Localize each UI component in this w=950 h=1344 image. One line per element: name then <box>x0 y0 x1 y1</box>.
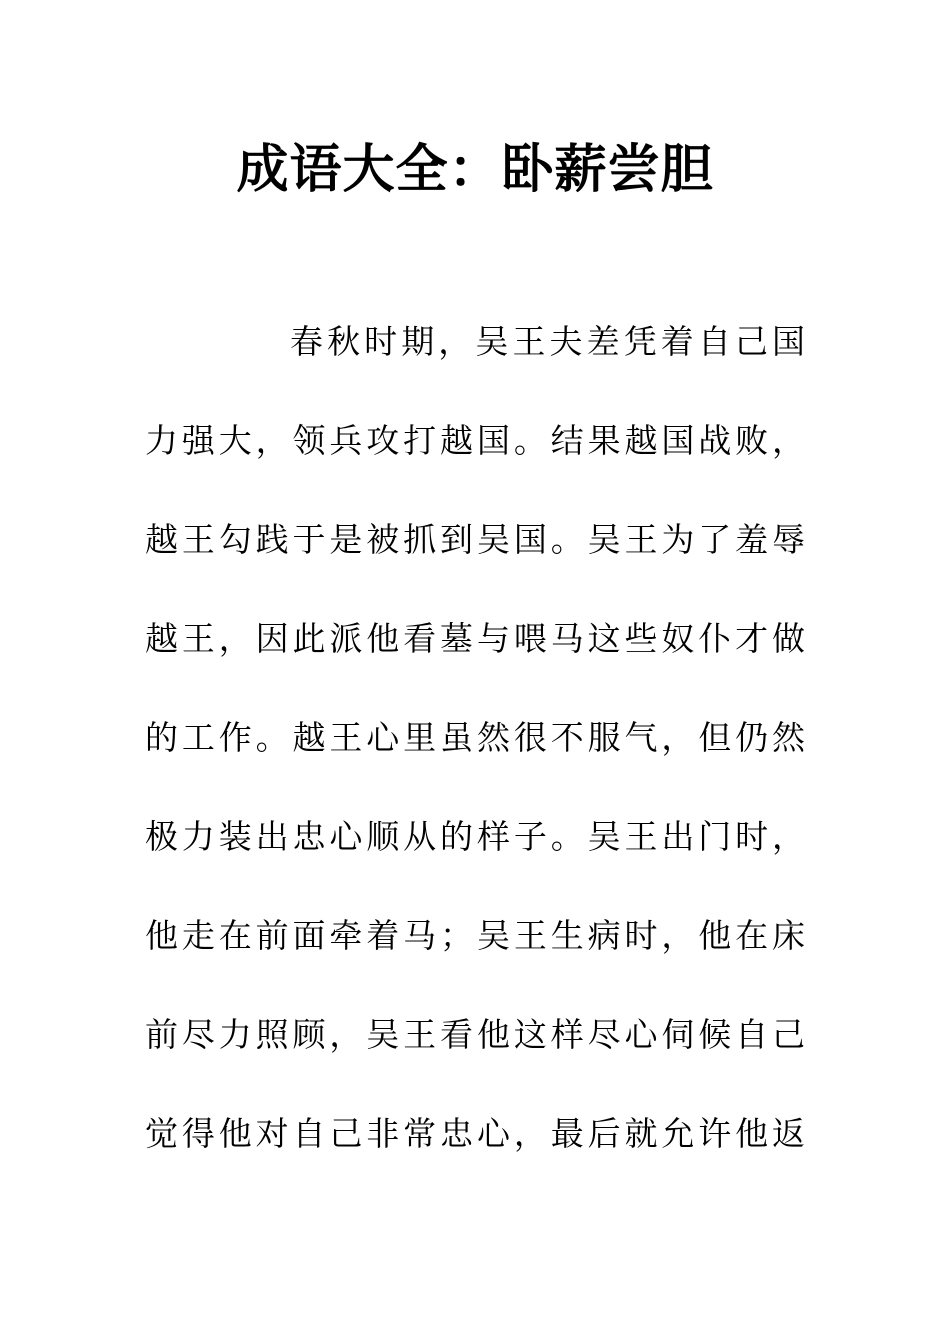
paragraph-line: 前尽力照顾，吴王看他这样尽心伺候自己 <box>145 1015 805 1054</box>
paragraph-line: 力强大，领兵攻打越国。结果越国战败， <box>145 421 805 460</box>
paragraph-line: 他走在前面牵着马；吴王生病时，他在床 <box>145 916 805 955</box>
document-title: 成语大全：卧薪尝胆 <box>236 140 714 200</box>
document-body <box>145 292 805 1183</box>
paragraph-line: 越王，因此派他看墓与喂马这些奴仆才做 <box>145 619 805 658</box>
paragraph-line: 春秋时期，吴王夫差凭着自己国 <box>290 322 805 361</box>
paragraph-line: 的工作。越王心里虽然很不服气，但仍然 <box>145 718 805 757</box>
paragraph-line: 觉得他对自己非常忠心，最后就允许他返 <box>145 1114 805 1153</box>
paragraph-line: 越王勾践于是被抓到吴国。吴王为了羞辱 <box>145 520 805 559</box>
paragraph-line: 极力装出忠心顺从的样子。吴王出门时， <box>145 817 805 856</box>
